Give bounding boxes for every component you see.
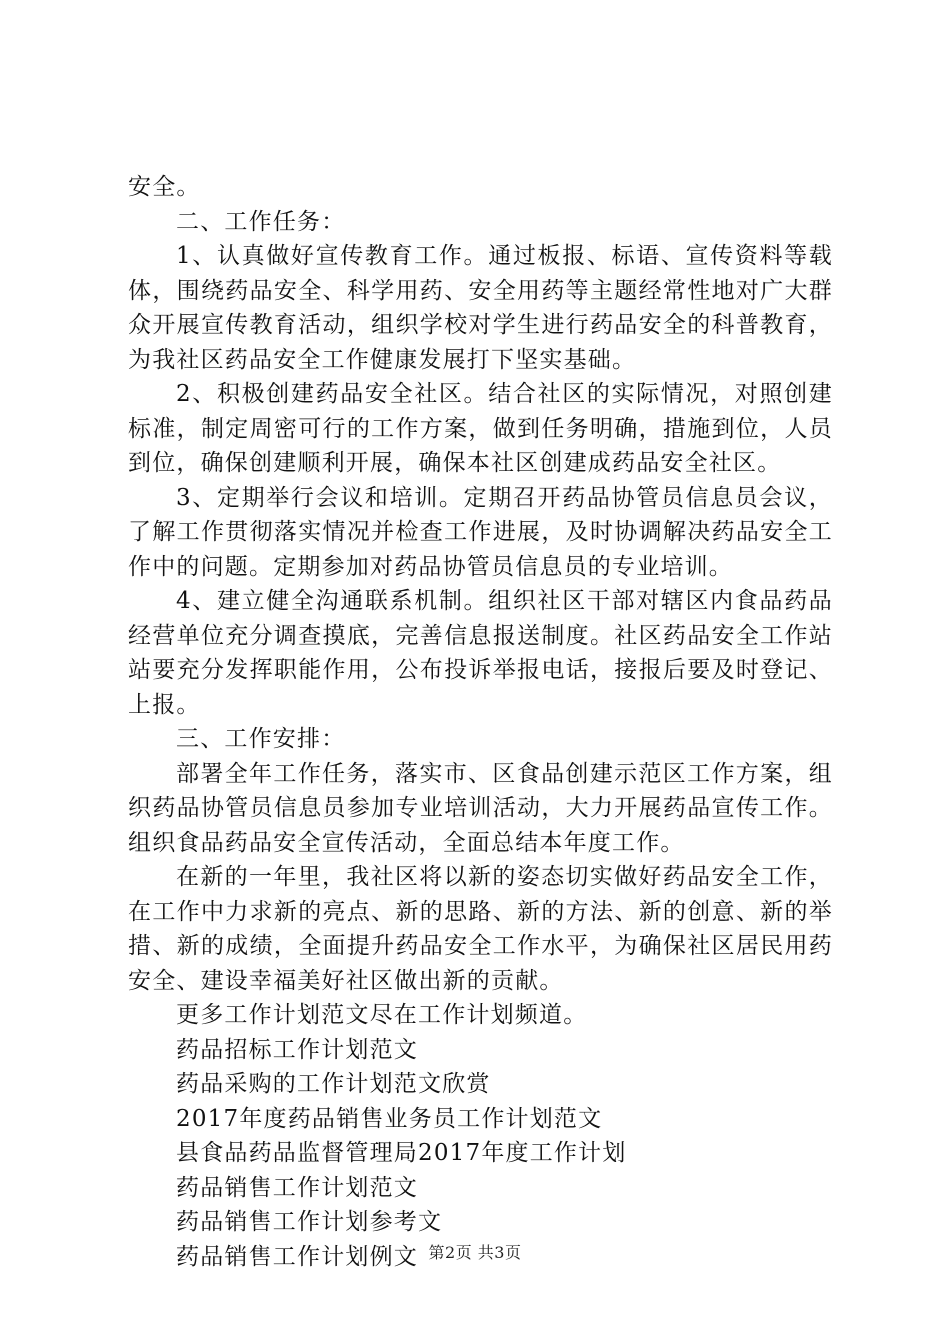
section-heading-tasks: 二、工作任务： [176,208,346,235]
related-link[interactable]: 药品销售工作计划参考文 [176,1209,443,1235]
paragraph-task-4: 4、建立健全沟通联系机制。组织社区干部对辖区内食品药品经营单位充分调查摸底，完善信息报送制度。社区药品安全工作站站要充分发挥职能作用，公布投诉举报电话，接报后要及时登记、上报。 [128,588,833,718]
paragraph-conclusion: 在新的一年里，我社区将以新的姿态切实做好药品安全工作，在工作中力求新的亮点、新的思路、新的方法、新的创意、新的举措、新的成绩，全面提升药品安全工作水平，为确保社区居民用药安全、建设幸福美好社区做出新的贡献。 [128,864,833,994]
related-link[interactable]: 药品招标工作计划范文 [176,1036,418,1063]
related-link[interactable]: 药品采购的工作计划范文欣赏 [176,1071,491,1097]
related-link[interactable]: 2017年度药品销售业务员工作计划范文 [176,1105,603,1132]
related-link[interactable]: 药品销售工作计划范文 [176,1174,418,1201]
page-number-footer: 第2页 共3页 [428,1243,522,1262]
paragraph-task-1: 1、认真做好宣传教育工作。通过板报、标语、宣传资料等载体，围绕药品安全、科学用药、安全用药等主题经常性地对广大群众开展宣传教育活动，组织学校对学生进行药品安全的科普教育，为我社区药品安全工作健康发展打下坚实基础。 [128,243,833,373]
paragraph-task-2: 2、积极创建药品安全社区。结合社区的实际情况，对照创建标准，制定周密可行的工作方案，做到任务明确，措施到位，人员到位，确保创建顺利开展，确保本社区创建成药品安全社区。 [128,381,833,476]
paragraph-continuation: 安全。 [128,174,201,200]
related-link[interactable]: 县食品药品监督管理局2017年度工作计划 [176,1140,627,1166]
paragraph-schedule: 部署全年工作任务，落实市、区食品创建示范区工作方案，组织药品协管员信息员参加专业培训活动，大力开展药品宣传工作。组织食品药品安全宣传活动，全面总结本年度工作。 [128,760,833,856]
paragraph-more-plans: 更多工作计划范文尽在工作计划频道。 [176,1002,588,1028]
section-heading-schedule: 三、工作安排： [176,726,346,752]
document-body [128,170,833,1274]
related-link[interactable]: 药品销售工作计划例文 [176,1243,418,1270]
paragraph-task-3: 3、定期举行会议和培训。定期召开药品协管员信息员会议，了解工作贯彻落实情况并检查工作进展，及时协调解决药品安全工作中的问题。定期参加对药品协管员信息员的专业培训。 [128,484,833,580]
